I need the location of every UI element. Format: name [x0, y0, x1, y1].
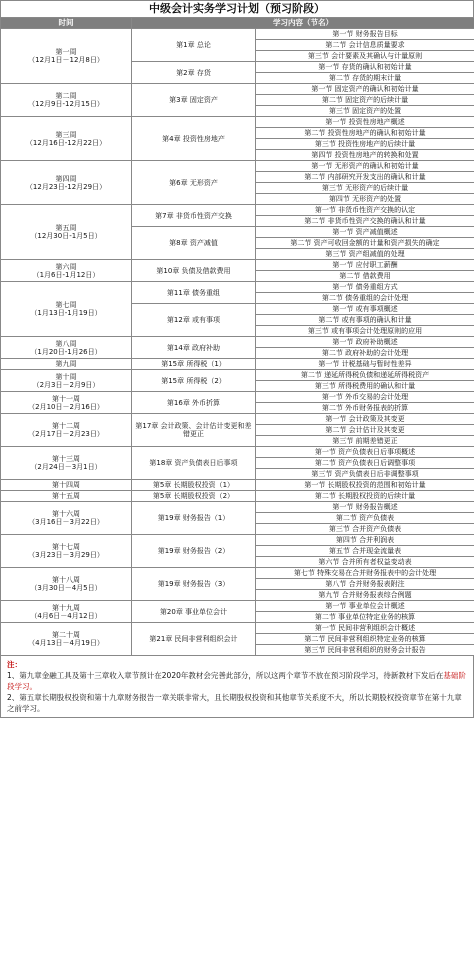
plan-table	[0, 17, 474, 656]
week-cell	[1, 359, 132, 370]
section-cell: 第九节 合并财务报表综合例题	[256, 590, 474, 601]
section-cell: 第三节 资产组减值的处理	[256, 249, 474, 260]
week-cell	[1, 29, 132, 84]
header-time: 时间	[1, 18, 132, 29]
week-cell	[1, 282, 132, 337]
week-label: 第十一周	[52, 394, 80, 403]
section-cell: 第四节 无形资产的处置	[256, 194, 474, 205]
section-cell: 第一节 外币交易的会计处理	[256, 392, 474, 403]
chapter-cell: 第6章 无形资产	[132, 161, 256, 205]
section-cell: 第二节 民间非营利组织特定业务的核算	[256, 634, 474, 645]
table-row	[1, 623, 474, 634]
week-label: 第十八周	[52, 576, 80, 584]
week-cell	[1, 117, 132, 161]
table-row	[1, 260, 474, 271]
table-row	[1, 370, 474, 381]
section-cell: 第二节 长期股权投资的后续计量	[256, 491, 474, 502]
week-dates: （12月16日-12月22日）	[25, 138, 107, 147]
week-dates: （12月23日-12月29日）	[25, 182, 107, 191]
section-cell: 第二节 外币财务报表的折算	[256, 403, 474, 414]
section-cell: 第一节 民间非营利组织会计概述	[256, 623, 474, 634]
table-row	[1, 480, 474, 491]
week-label: 第四周	[55, 174, 77, 183]
week-dates: （4月13日－4月19日）	[28, 639, 104, 647]
notes	[0, 656, 474, 718]
section-cell: 第一节 或有事项概述	[256, 304, 474, 315]
week-label: 第十五周	[52, 492, 80, 500]
section-cell: 第六节 合并所有者权益变动表	[256, 557, 474, 568]
chapter-cell: 第20章 事业单位会计	[132, 601, 256, 623]
week-label: 第十六周	[52, 510, 80, 518]
section-cell: 第二节 资产负债表	[256, 513, 474, 524]
week-label: 第九周	[55, 360, 77, 368]
section-cell: 第三节 或有事项会计处理原则的应用	[256, 326, 474, 337]
section-cell: 第一节 应付职工薪酬	[256, 260, 474, 271]
chapter-cell: 第5章 长期股权投资（1）	[132, 480, 256, 491]
chapter-cell: 第8章 资产减值	[132, 227, 256, 260]
section-cell: 第三节 固定资产的处置	[256, 106, 474, 117]
chapter-cell: 第12章 或有事项	[132, 304, 256, 337]
section-cell: 第三节 合并资产负债表	[256, 524, 474, 535]
week-cell	[1, 414, 132, 447]
section-cell: 第二节 内部研究开发支出的确认和计量	[256, 172, 474, 183]
chapter-cell: 第21章 民间非营利组织会计	[132, 623, 256, 656]
chapter-cell: 第10章 负债及借款费用	[132, 260, 256, 282]
chapter-cell: 第11章 债务重组	[132, 282, 256, 304]
week-dates: （3月16日－3月22日）	[28, 518, 104, 526]
week-cell	[1, 623, 132, 656]
section-cell: 第三节 前期差错更正	[256, 436, 474, 447]
plan-body	[1, 29, 474, 656]
section-cell: 第三节 投资性房地产的后续计量	[256, 139, 474, 150]
week-dates: （12月9日-12月15日）	[28, 100, 104, 108]
section-cell: 第四节 投资性房地产的转换和处置	[256, 150, 474, 161]
section-cell: 第五节 合并现金流量表	[256, 546, 474, 557]
section-cell: 第七节 特殊交易在合并财务报表中的会计处理	[256, 568, 474, 579]
week-dates: （3月30日－4月5日）	[30, 584, 102, 592]
week-cell	[1, 480, 132, 491]
section-cell: 第一节 会计政策及其变更	[256, 414, 474, 425]
chapter-cell: 第4章 投资性房地产	[132, 117, 256, 161]
section-cell: 第二节 递延所得税负债和递延所得税资产	[256, 370, 474, 381]
chapter-cell: 第19章 财务报告（3）	[132, 568, 256, 601]
section-cell: 第二节 债务重组的会计处理	[256, 293, 474, 304]
section-cell: 第二节 借款费用	[256, 271, 474, 282]
section-cell: 第二节 会计估计及其变更	[256, 425, 474, 436]
section-cell: 第三节 会计要素及其确认与计量原则	[256, 51, 474, 62]
table-row	[1, 29, 474, 40]
week-label: 第十七周	[52, 543, 80, 551]
chapter-cell: 第7章 非货币性资产交换	[132, 205, 256, 227]
week-label: 第一周	[55, 48, 77, 56]
section-cell: 第一节 计税基础与暂时性差异	[256, 359, 474, 370]
week-label: 第十四周	[52, 481, 80, 489]
week-dates: （12月30日-1月5日）	[30, 232, 102, 240]
week-cell	[1, 337, 132, 359]
chapter-cell: 第19章 财务报告（2）	[132, 535, 256, 568]
week-label: 第三周	[55, 130, 77, 139]
week-label: 第十二周	[52, 422, 80, 430]
section-cell: 第一节 财务报告概述	[256, 502, 474, 513]
chapter-cell: 第2章 存货	[132, 62, 256, 84]
table-row	[1, 392, 474, 403]
section-cell: 第二节 存货的期末计量	[256, 73, 474, 84]
week-cell	[1, 491, 132, 502]
week-cell	[1, 535, 132, 568]
section-cell: 第一节 资产减值概述	[256, 227, 474, 238]
table-row	[1, 84, 474, 95]
table-row	[1, 447, 474, 458]
week-dates: （1月20日-1月26日）	[30, 347, 102, 356]
week-label: 第十周	[55, 372, 77, 381]
section-cell: 第一节 无形资产的确认和初始计量	[256, 161, 474, 172]
section-cell: 第四节 合并利润表	[256, 535, 474, 546]
week-cell	[1, 447, 132, 480]
table-row	[1, 205, 474, 216]
week-label: 第十九周	[52, 603, 80, 612]
section-cell: 第二节 固定资产的后续计量	[256, 95, 474, 106]
table-row	[1, 337, 474, 348]
week-cell	[1, 370, 132, 392]
note-1-highlight: 基础阶段学习。	[7, 671, 466, 691]
section-cell: 第二节 政府补助的会计处理	[256, 348, 474, 359]
week-label: 第七周	[55, 301, 77, 309]
section-cell: 第二节 投资性房地产的确认和初始计量	[256, 128, 474, 139]
page-title: 中级会计实务学习计划（预习阶段）	[0, 0, 474, 17]
week-dates: （1月6日-1月12日）	[32, 270, 100, 279]
week-label: 第十三周	[52, 455, 80, 463]
week-dates: （2月24日－3月1日）	[30, 463, 102, 471]
section-cell: 第二节 资产可收回金额的计量和资产损失的确定	[256, 238, 474, 249]
section-cell: 第一节 固定资产的确认和初始计量	[256, 84, 474, 95]
week-cell	[1, 205, 132, 260]
section-cell: 第八节 合并财务报表附注	[256, 579, 474, 590]
week-dates: （2月10日－2月16日）	[28, 402, 104, 411]
section-cell: 第一节 存货的确认和初始计量	[256, 62, 474, 73]
section-cell: 第二节 或有事项的确认和计量	[256, 315, 474, 326]
table-row	[1, 161, 474, 172]
chapter-cell: 第14章 政府补助	[132, 337, 256, 359]
chapter-cell: 第19章 财务报告（1）	[132, 502, 256, 535]
section-cell: 第一节 财务报告目标	[256, 29, 474, 40]
week-cell	[1, 392, 132, 414]
week-cell	[1, 568, 132, 601]
week-cell	[1, 601, 132, 623]
note-1: 1、第九章金融工具及第十三章收入章节预计在2020年教材会完善此部分，所以这两个章节不放在预习阶段学习，待新教材下发后在	[7, 671, 444, 680]
week-label: 第二周	[55, 92, 77, 100]
table-row	[1, 535, 474, 546]
week-cell	[1, 502, 132, 535]
week-dates: （2月3日－2月9日）	[32, 380, 100, 389]
table-row	[1, 359, 474, 370]
section-cell: 第二节 会计信息质量要求	[256, 40, 474, 51]
week-dates: （4月6日－4月12日）	[30, 611, 102, 620]
section-cell: 第一节 非货币性资产交换的认定	[256, 205, 474, 216]
chapter-cell: 第16章 外币折算	[132, 392, 256, 414]
week-label: 第六周	[55, 262, 77, 271]
section-cell: 第一节 事业单位会计概述	[256, 601, 474, 612]
week-cell	[1, 161, 132, 205]
section-cell: 第二节 非货币性资产交换的确认和计量	[256, 216, 474, 227]
note-2: 2、第五章长期股权投资和第十九章财务报告一章关联非常大，且长期股权投资和其他章节关系度不大，所以长期股权投资章节在第十九章之前学习。	[7, 693, 462, 713]
notes-heading: 注：	[7, 660, 22, 669]
section-cell: 第三节 所得税费用的确认和计量	[256, 381, 474, 392]
table-row	[1, 491, 474, 502]
table-row	[1, 414, 474, 425]
section-cell: 第三节 无形资产的后续计量	[256, 183, 474, 194]
chapter-cell: 第18章 资产负债表日后事项	[132, 447, 256, 480]
section-cell: 第一节 长期股权投资的范围和初始计量	[256, 480, 474, 491]
week-label: 第五周	[55, 224, 77, 232]
week-label: 第八周	[55, 339, 77, 348]
chapter-cell: 第17章 会计政策、会计估计变更和差错更正	[132, 414, 256, 447]
section-cell: 第三节 资产负债表日后非调整事项	[256, 469, 474, 480]
section-cell: 第一节 投资性房地产概述	[256, 117, 474, 128]
chapter-cell: 第1章 总论	[132, 29, 256, 62]
table-row	[1, 117, 474, 128]
section-cell: 第一节 债务重组方式	[256, 282, 474, 293]
week-label: 第二十周	[52, 631, 80, 639]
chapter-cell: 第5章 长期股权投资（2）	[132, 491, 256, 502]
table-row	[1, 502, 474, 513]
week-cell	[1, 260, 132, 282]
chapter-cell: 第3章 固定资产	[132, 84, 256, 117]
week-dates: （2月17日－2月23日）	[28, 430, 104, 438]
chapter-cell: 第15章 所得税（1）	[132, 359, 256, 370]
section-cell: 第一节 资产负债表日后事项概述	[256, 447, 474, 458]
section-cell: 第三节 民间非营利组织的财务会计报告	[256, 645, 474, 656]
week-dates: （12月1日－12月8日）	[28, 56, 104, 64]
table-row	[1, 568, 474, 579]
section-cell: 第一节 政府补助概述	[256, 337, 474, 348]
section-cell: 第二节 资产负债表日后调整事项	[256, 458, 474, 469]
week-dates: （3月23日－3月29日）	[28, 551, 104, 559]
week-dates: （1月13日-1月19日）	[30, 309, 102, 317]
table-row	[1, 601, 474, 612]
chapter-cell: 第15章 所得税（2）	[132, 370, 256, 392]
section-cell: 第二节 事业单位特定业务的核算	[256, 612, 474, 623]
table-row	[1, 282, 474, 293]
header-content: 学习内容（节名）	[132, 18, 474, 29]
week-cell	[1, 84, 132, 117]
